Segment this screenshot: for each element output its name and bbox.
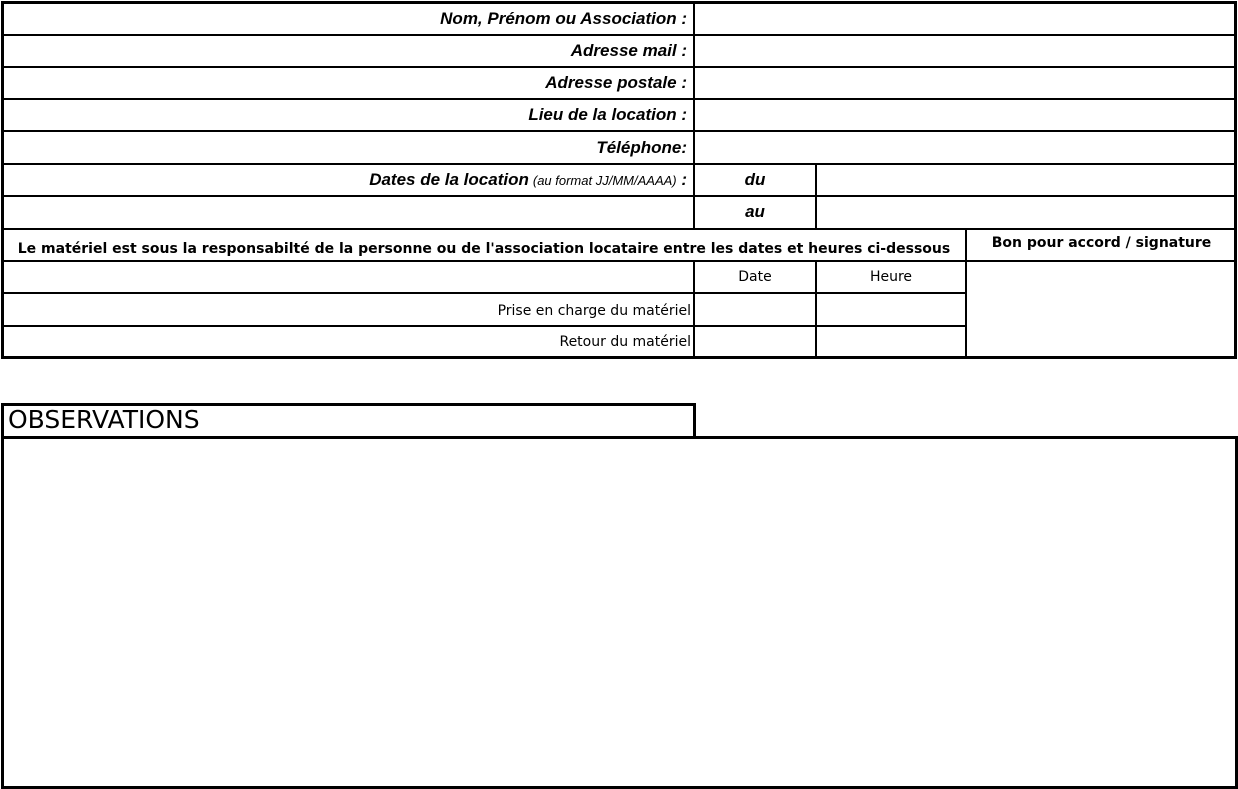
date-from-field[interactable] [817, 165, 1235, 195]
column-divider [965, 228, 967, 358]
pickup-time-field[interactable] [817, 294, 965, 325]
rental-dates-label [3, 165, 693, 195]
return-row-label: Retour du matériel [559, 333, 691, 350]
date-from-label: du [744, 170, 766, 189]
observations-title-box [1, 403, 696, 440]
row-divider [1, 228, 1237, 230]
schedule-header-spacer [3, 262, 693, 292]
date-column-header: Date [738, 269, 772, 285]
phone-label: Téléphone: [596, 138, 687, 157]
rental-location-label: Lieu de la location : [528, 105, 687, 124]
row-divider [1, 34, 1237, 36]
pickup-row-label: Prise en charge du matériel [497, 303, 691, 319]
observations-box[interactable] [1, 436, 1238, 789]
row-divider [1, 66, 1237, 68]
return-date-field[interactable] [695, 327, 815, 356]
rental-dates-label-main: Dates de la location [369, 170, 529, 189]
table-border-left [1, 1, 4, 359]
date-to-field[interactable] [817, 197, 1235, 227]
name-field[interactable] [695, 3, 1235, 34]
row-divider [1, 195, 1237, 197]
row-divider [1, 98, 1237, 100]
rental-dates-label-colon: : [676, 170, 687, 189]
column-divider [815, 163, 817, 230]
table-border-right [1234, 1, 1237, 359]
row-divider [1, 163, 1237, 165]
row-divider [1, 292, 967, 294]
column-divider [815, 260, 817, 358]
column-divider [693, 260, 695, 358]
rental-form-table [0, 0, 1238, 360]
postal-address-field[interactable] [695, 68, 1235, 98]
heure-column-header: Heure [869, 269, 913, 285]
return-time-field[interactable] [817, 327, 965, 356]
row-divider [1, 130, 1237, 132]
name-label: Nom, Prénom ou Association : [440, 8, 687, 28]
signature-field[interactable] [968, 262, 1235, 356]
postal-address-label: Adresse postale : [545, 73, 687, 92]
pickup-date-field[interactable] [695, 294, 815, 325]
column-divider [693, 1, 695, 230]
signature-header: Bon pour accord / signature [991, 235, 1212, 251]
email-label: Adresse mail : [570, 41, 687, 60]
observations-title: OBSERVATIONS [8, 405, 200, 434]
phone-field[interactable] [695, 133, 1235, 163]
rental-dates-format-hint: (au format JJ/MM/AAAA) [532, 172, 677, 188]
row-divider [1, 260, 1237, 262]
dates-spacer-cell [3, 197, 693, 227]
date-to-label: au [745, 202, 765, 221]
rental-location-field[interactable] [695, 100, 1235, 130]
responsibility-notice: Le matériel est sous la responsabilté de la personne ou de l'association locataire entre les dates et heures ci-dessous [17, 240, 951, 257]
email-field[interactable] [695, 36, 1235, 66]
row-divider [1, 325, 967, 327]
table-border-bottom [1, 356, 1237, 359]
table-border-top [1, 1, 1237, 4]
